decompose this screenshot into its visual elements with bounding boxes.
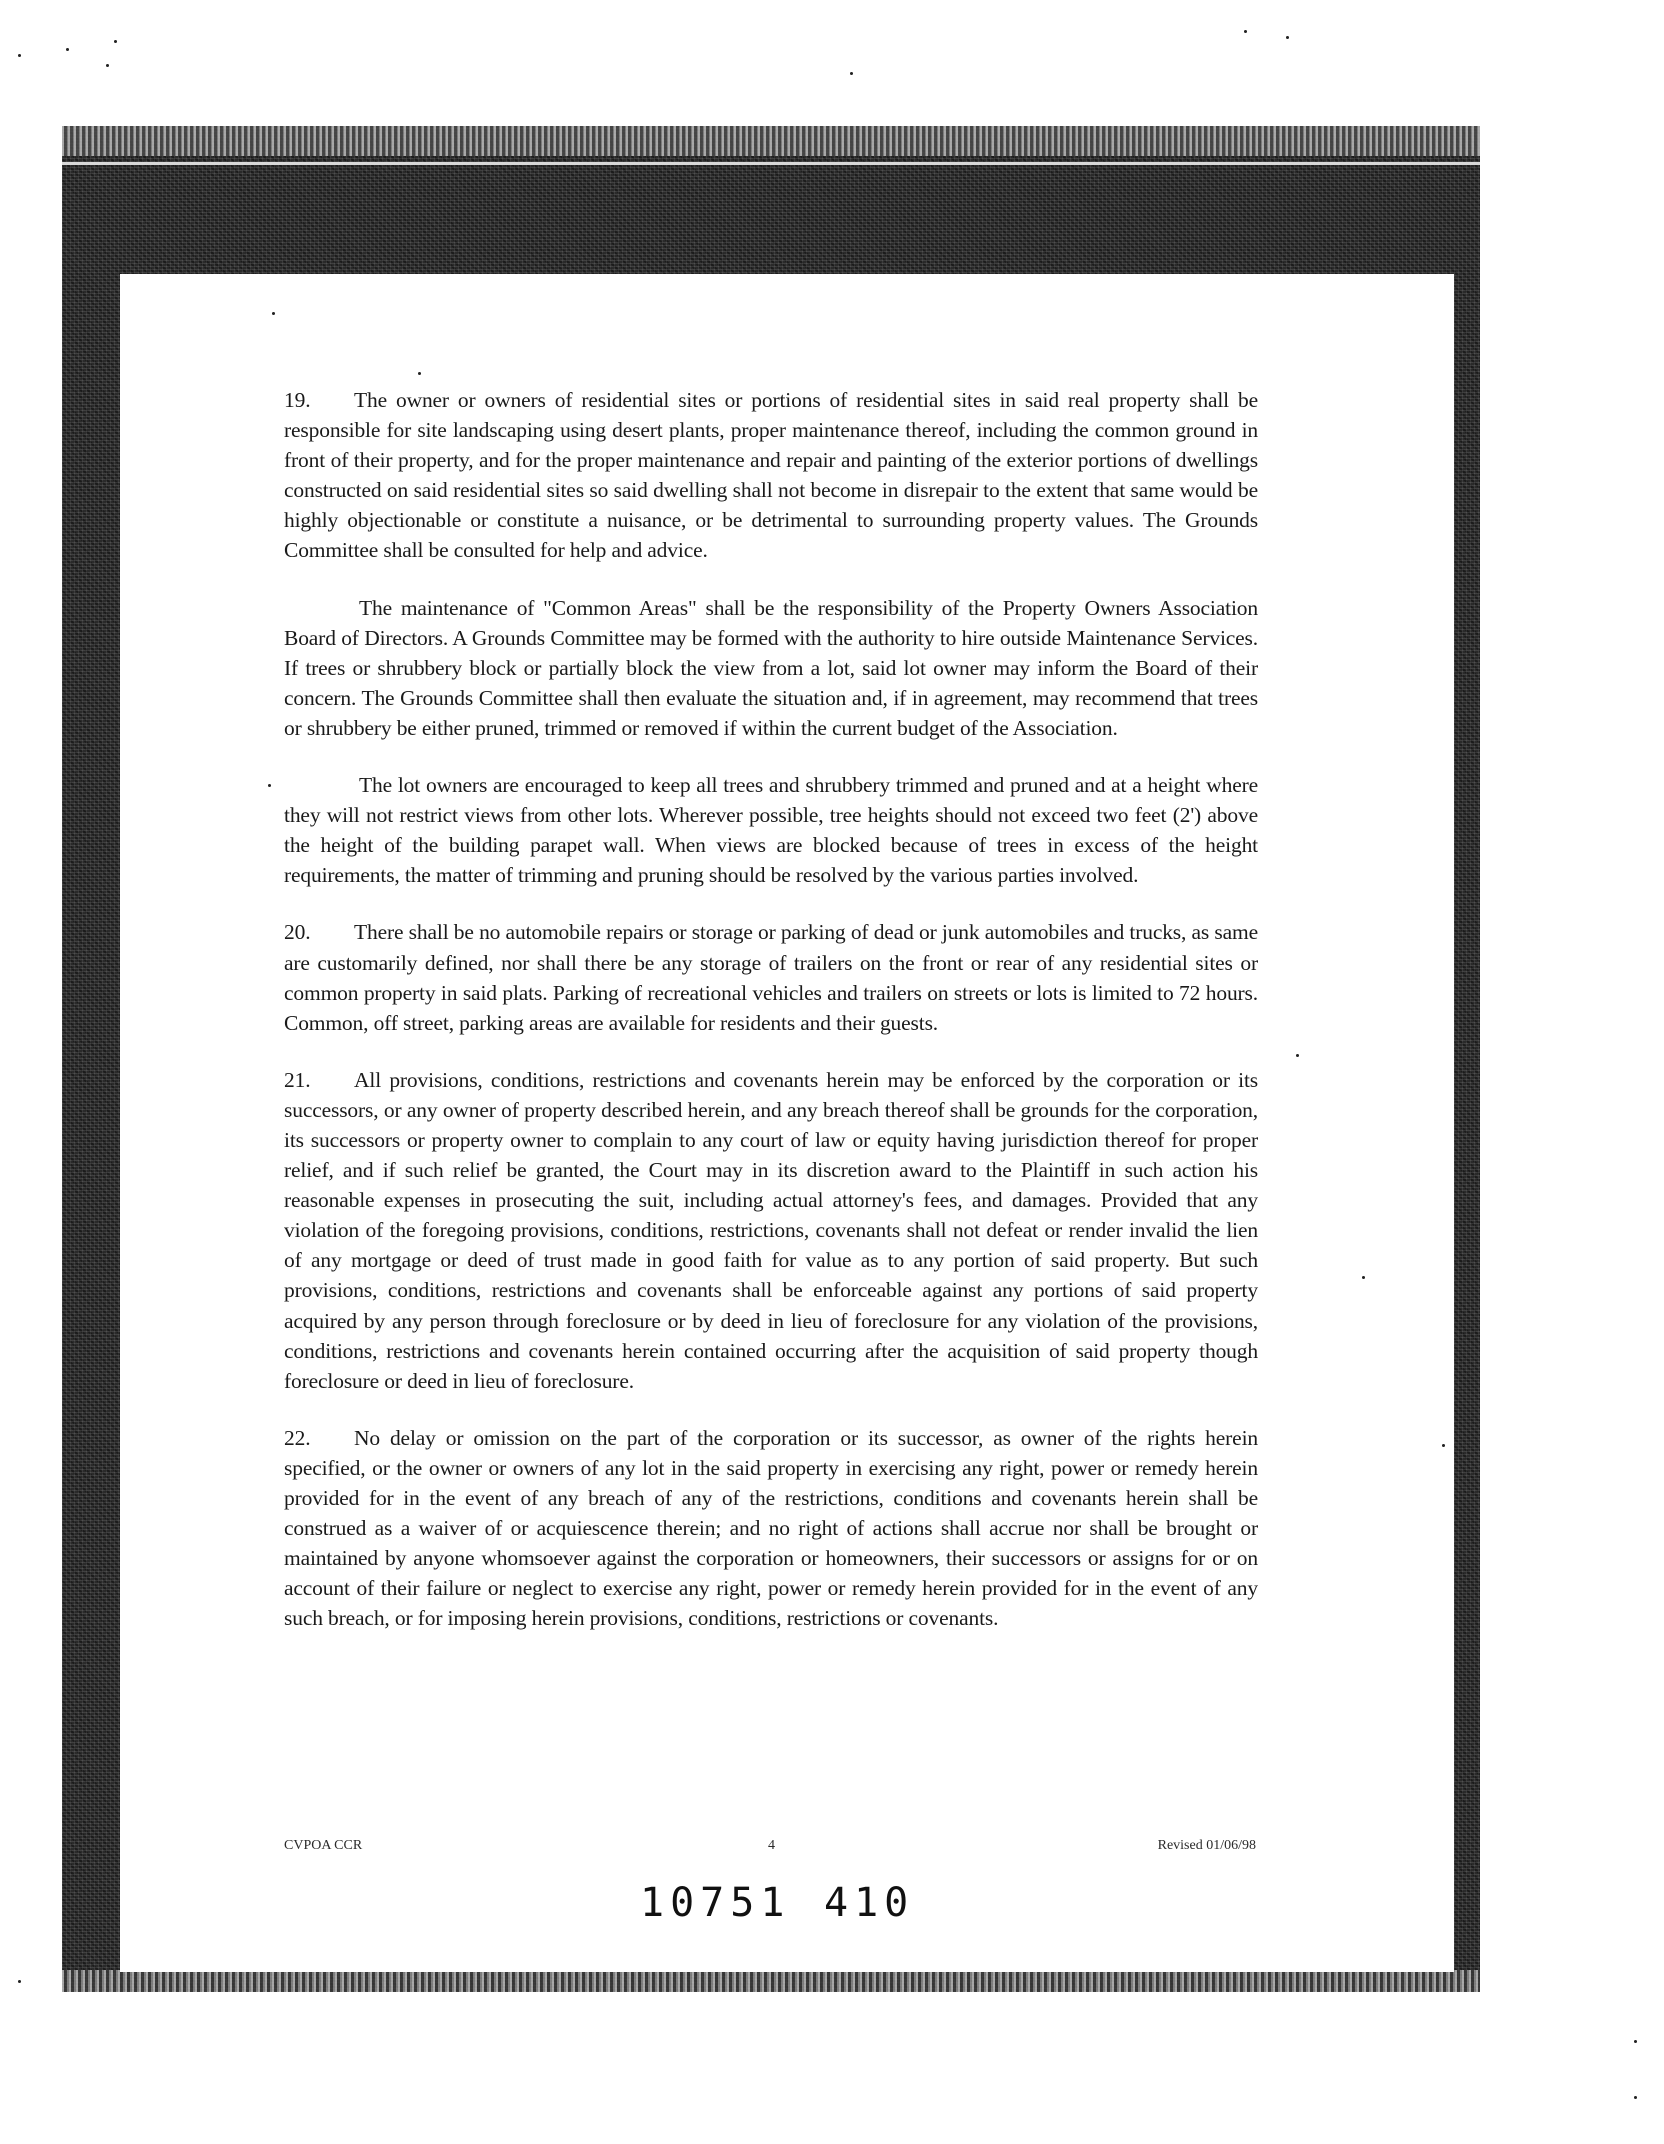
scan-speck — [1634, 2040, 1637, 2043]
paragraph-number: 21. — [284, 1067, 311, 1092]
scan-speck — [1442, 1444, 1445, 1447]
document-body — [284, 385, 1258, 1660]
paragraph-text: The maintenance of "Common Areas" shall be the responsibility of the Property Owners Association Board of Directors. A Grounds Committee may be formed with the authority to hire outside Maintenance Services. If trees or shrubbery block or partially block the view from a lot, said lot owner may inform the Board of their concern. The Grounds Committee shall then evaluate the situation and, if in agreement, may recommend that trees or shrubbery be either pruned, trimmed or removed if within the current budget of the Association. — [284, 595, 1258, 740]
footer-document-id: CVPOA CCR — [284, 1838, 363, 1853]
stamp-page-number: 410 — [824, 1880, 915, 1926]
scan-speck — [1296, 1054, 1299, 1057]
paragraph-text: There shall be no automobile repairs or storage or parking of dead or junk automobiles and trucks, as same are customarily defined, nor shall there be any storage of trailers on the front or rear of any residential sites or common property in said plats. Parking of recreational vehicles and trailers on streets or lots is limited to 72 hours. Common, off street, parking areas are available for residents and their guests. — [284, 920, 1258, 1035]
paragraph-19 — [284, 385, 1258, 566]
paragraph-20 — [284, 917, 1258, 1037]
scan-speck — [114, 40, 117, 43]
scan-speck — [18, 54, 21, 57]
scan-speck — [268, 784, 271, 787]
paragraph-text: No delay or omission on the part of the corporation or its successor, as owner of the rights herein specified, or the owner or owners of any lot in the said property in exercising any right, power or remedy herein provided for in the event of any breach of any of the restrictions, conditions and covenants herein shall be construed as a waiver of or acquiescence therein; and no right of actions shall accrue nor shall be brought or maintained by anyone whomsoever against the corporation or homeowners, their successors or assigns for or on account of their failure or neglect to exercise any right, power or remedy herein provided for in the event of any such breach, or for imposing herein provisions, conditions, restrictions or covenants. — [284, 1425, 1258, 1631]
recording-stamp — [640, 1880, 1040, 1930]
stamp-book-number: 10751 — [640, 1880, 791, 1926]
scan-speck — [1634, 2096, 1637, 2099]
paragraph-text: All provisions, conditions, restrictions and covenants herein may be enforced by the corporation or its successors, or any owner of property described herein, and any breach thereof shall be grounds for the corporation, its successors or property owner to complain to any court of law or equity having jurisdiction thereof for proper relief, and if such relief be granted, the Court may in its discretion award to the Plaintiff in such action his reasonable expenses in prosecuting the suit, including actual attorney's fees, and damages. Provided that any violation of the foregoing provisions, conditions, restrictions, covenants shall not defeat or render invalid the lien of any mortgage or deed of trust made in good faith for value as to any portion of said property. But such provisions, conditions, restrictions and covenants shall be enforceable against any portions of said property acquired by any person through foreclosure or by deed in lieu of foreclosure for any violation of the provisions, conditions, restrictions and covenants herein contained occurring after the acquisition of said property though foreclosure or deed in lieu of foreclosure. — [284, 1067, 1258, 1393]
scan-speck — [1244, 30, 1247, 33]
scan-noise-bottom — [62, 1970, 1480, 1992]
paragraph-common-areas — [284, 593, 1258, 743]
paragraph-21 — [284, 1065, 1258, 1396]
paragraph-number: 19. — [284, 388, 311, 412]
paragraph-number: 22. — [284, 1425, 311, 1450]
scan-speck — [850, 72, 853, 75]
scan-speck — [18, 1980, 21, 1983]
scan-speck — [106, 64, 109, 67]
paragraph-number: 20. — [284, 920, 311, 945]
scan-noise-top — [62, 126, 1480, 156]
page-number: 4 — [768, 1838, 775, 1853]
revision-date: Revised 01/06/98 — [1157, 1838, 1256, 1853]
paragraph-text: The owner or owners of residential sites or portions of residential sites in said real property shall be responsible for site landscaping using desert plants, proper maintenance thereof, including the common ground in front of their property, and for the proper maintenance and repair and painting of the exterior portions of dwellings constructed on said residential sites so said dwelling shall not become in disrepair to the extent that same would be highly objectionable or constitute a nuisance, or be detrimental to surrounding property values. The Grounds Committee shall be consulted for help and advice. — [284, 388, 1258, 563]
paragraph-22 — [284, 1423, 1258, 1634]
page-footer — [284, 1838, 1258, 1862]
scan-speck — [272, 312, 275, 315]
scan-speck — [66, 48, 69, 51]
scan-speck — [1286, 36, 1289, 39]
paragraph-text: The lot owners are encouraged to keep all trees and shrubbery trimmed and pruned and at a height where they will not restrict views from other lots. Wherever possible, tree heights should not exceed two feet (2') above the height of the building parapet wall. When views are blocked because of trees in excess of the height requirements, the matter of trimming and pruning should be resolved by the various parties involved. — [284, 773, 1258, 888]
scan-speck — [418, 372, 421, 375]
scan-line-top — [62, 162, 1480, 165]
paragraph-tree-heights — [284, 770, 1258, 890]
scan-speck — [1362, 1276, 1365, 1279]
